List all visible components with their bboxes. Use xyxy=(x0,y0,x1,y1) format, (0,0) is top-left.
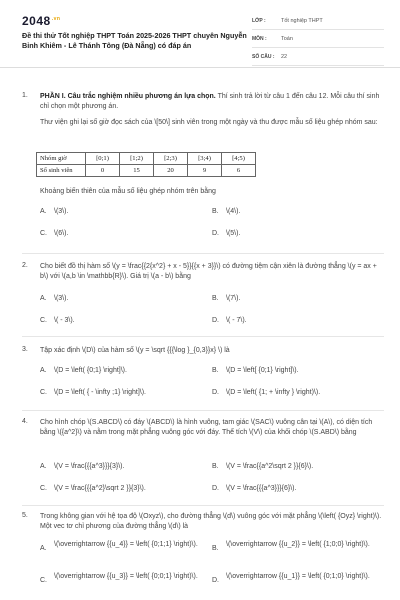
table-cell: 6 xyxy=(222,165,256,177)
exam-meta xyxy=(252,12,384,66)
option-a[interactable]: A. \(3\). xyxy=(40,295,69,302)
page-header xyxy=(0,0,400,68)
table-cell: 15 xyxy=(120,165,154,177)
question-number: 4. xyxy=(22,418,28,425)
meta-subject-row xyxy=(252,30,384,48)
option-d[interactable]: D. \(D = \left( {1; + \infty } \right)\). xyxy=(212,389,321,396)
question-number: 5. xyxy=(22,512,28,519)
table-cell: [4;5) xyxy=(222,153,256,165)
exam-title: Đề thi thử Tốt nghiệp THPT Toán 2025-2026 THPT chuyên Nguyễn Bỉnh Khiêm - Lê Thánh Tông (Đà Nẵng) có đáp án xyxy=(22,31,247,50)
table-cell: [0;1) xyxy=(86,153,120,165)
question-stem: Trong không gian với hệ tọa độ \(Oxyz\), cho đường thẳng \(d\) vuông góc với mặt phẳng \(\left( {Oyz} \right)\). Một vec tơ chỉ phương của đường thẳng \(d\) là xyxy=(40,513,382,530)
question-prompt: Khoảng biến thiên của mẫu số liệu ghép nhóm trên bằng xyxy=(40,188,216,195)
site-logo[interactable]: $2048^{.vn}$ xyxy=(22,14,61,28)
option-d[interactable]: D. \( - 7\). xyxy=(212,317,247,324)
option-b[interactable]: B. \(V = \frac{{a^2\sqrt 2 }}{6}\). xyxy=(212,463,314,470)
option-d[interactable]: D. \(5\). xyxy=(212,230,241,237)
question-divider xyxy=(22,410,384,411)
table-cell: 20 xyxy=(154,165,188,177)
question-stem: Tập xác định \(D\) của hàm số \(y = \sqrt {{{\log }_{0,3}}x} \) là xyxy=(40,347,230,354)
meta-label: MÔN : xyxy=(252,35,267,42)
question-number: 3. xyxy=(22,346,28,353)
option-a[interactable]: A. \(V = \frac{{{a^3}}}{3}\). xyxy=(40,463,125,470)
table-cell: [2;3) xyxy=(154,153,188,165)
option-b[interactable]: B. \(\overrightarrow {{u_2}} = \left( {1;0;0} \right)\). xyxy=(212,541,370,552)
table-cell: 0 xyxy=(86,165,120,177)
option-d[interactable]: D. \(V = \frac{{{a^3}}}{6}\). xyxy=(212,485,297,492)
meta-label: LỚP : xyxy=(252,17,266,24)
table-header-cell: Số sinh viên xyxy=(37,165,86,177)
meta-value: Tốt nghiệp THPT xyxy=(281,17,323,24)
option-c[interactable]: C. \(6\). xyxy=(40,230,69,237)
option-b[interactable]: B. \(4\). xyxy=(212,208,241,215)
option-c[interactable]: C. \(D = \left( { - \infty ;1} \right]\). xyxy=(40,389,147,396)
option-a[interactable]: A. \(D = \left( {0;1} \right]\). xyxy=(40,367,127,374)
meta-count-row xyxy=(252,48,384,66)
table-cell: 9 xyxy=(188,165,222,177)
question-stem: Cho biết đồ thị hàm số \(y = \frac{{2{x^2} + x - 5}}{{x + 3}}\) có đường tiệm cận xiên là đường thẳng \(y = ax + b\) với \(a,b \in \mathbb{R}\). Giá trị \(a - b\) bằng xyxy=(40,263,377,280)
option-b[interactable]: B. \(D = \left[ {0;1} \right]\). xyxy=(212,367,299,374)
option-b[interactable]: B. \(7\). xyxy=(212,295,241,302)
table-cell: [1;2) xyxy=(120,153,154,165)
section-heading: PHẦN I. Câu trắc nghiệm nhiều phương án lựa chọn. xyxy=(40,93,216,100)
question-divider xyxy=(22,253,384,254)
meta-value: Toán xyxy=(281,35,293,42)
option-d[interactable]: D. \(\overrightarrow {{u_1}} = \left( {0;1;0} \right)\). xyxy=(212,573,370,584)
option-c[interactable]: C. \( - 3\). xyxy=(40,317,75,324)
table-row xyxy=(37,153,256,165)
question-divider xyxy=(22,505,384,506)
frequency-table xyxy=(36,152,256,177)
option-a[interactable]: A. \(3\). xyxy=(40,208,69,215)
question-number: 1. xyxy=(22,92,28,99)
question-stem: Cho hình chóp \(S.ABCD\) có đáy \(ABCD\) là hình vuông, tam giác \(SAC\) vuông cân tại \(A\), có diện tích bằng \({a^2}\) và nằm trong mặt phẳng vuông góc với đáy. Thể tích \(V\) của khối chóp \(S.ABD\) bằng xyxy=(40,419,373,436)
table-cell: [3;4) xyxy=(188,153,222,165)
meta-class-row xyxy=(252,12,384,30)
question-divider xyxy=(22,336,384,337)
meta-value: 22 xyxy=(281,53,288,60)
question-intro: PHẦN I. Câu trắc nghiệm nhiều phương án lựa chọn. Thí sinh trả lời từ câu 1 đến câu 12. Mỗi câu thí sinh chỉ chọn một phương án. xyxy=(40,93,380,110)
table-header-cell: Nhóm giờ xyxy=(37,153,86,165)
option-c[interactable]: C. \(V = \frac{{{a^2}\sqrt 2 }}{3}\). xyxy=(40,485,146,492)
question-stem: Thư viện ghi lại số giờ đọc sách của \[50\] sinh viên trong một ngày và thu được mẫu số liệu ghép nhóm sau: xyxy=(40,119,378,126)
option-c[interactable]: C. \(\overrightarrow {{u_3}} = \left( {0;0;1} \right)\). xyxy=(40,573,198,584)
question-number: 2. xyxy=(22,262,28,269)
option-a[interactable]: A. \(\overrightarrow {{u_4}} = \left( {0;1;1} \right)\). xyxy=(40,541,198,552)
meta-label: SỐ CÂU : xyxy=(252,53,275,60)
table-row xyxy=(37,165,256,177)
